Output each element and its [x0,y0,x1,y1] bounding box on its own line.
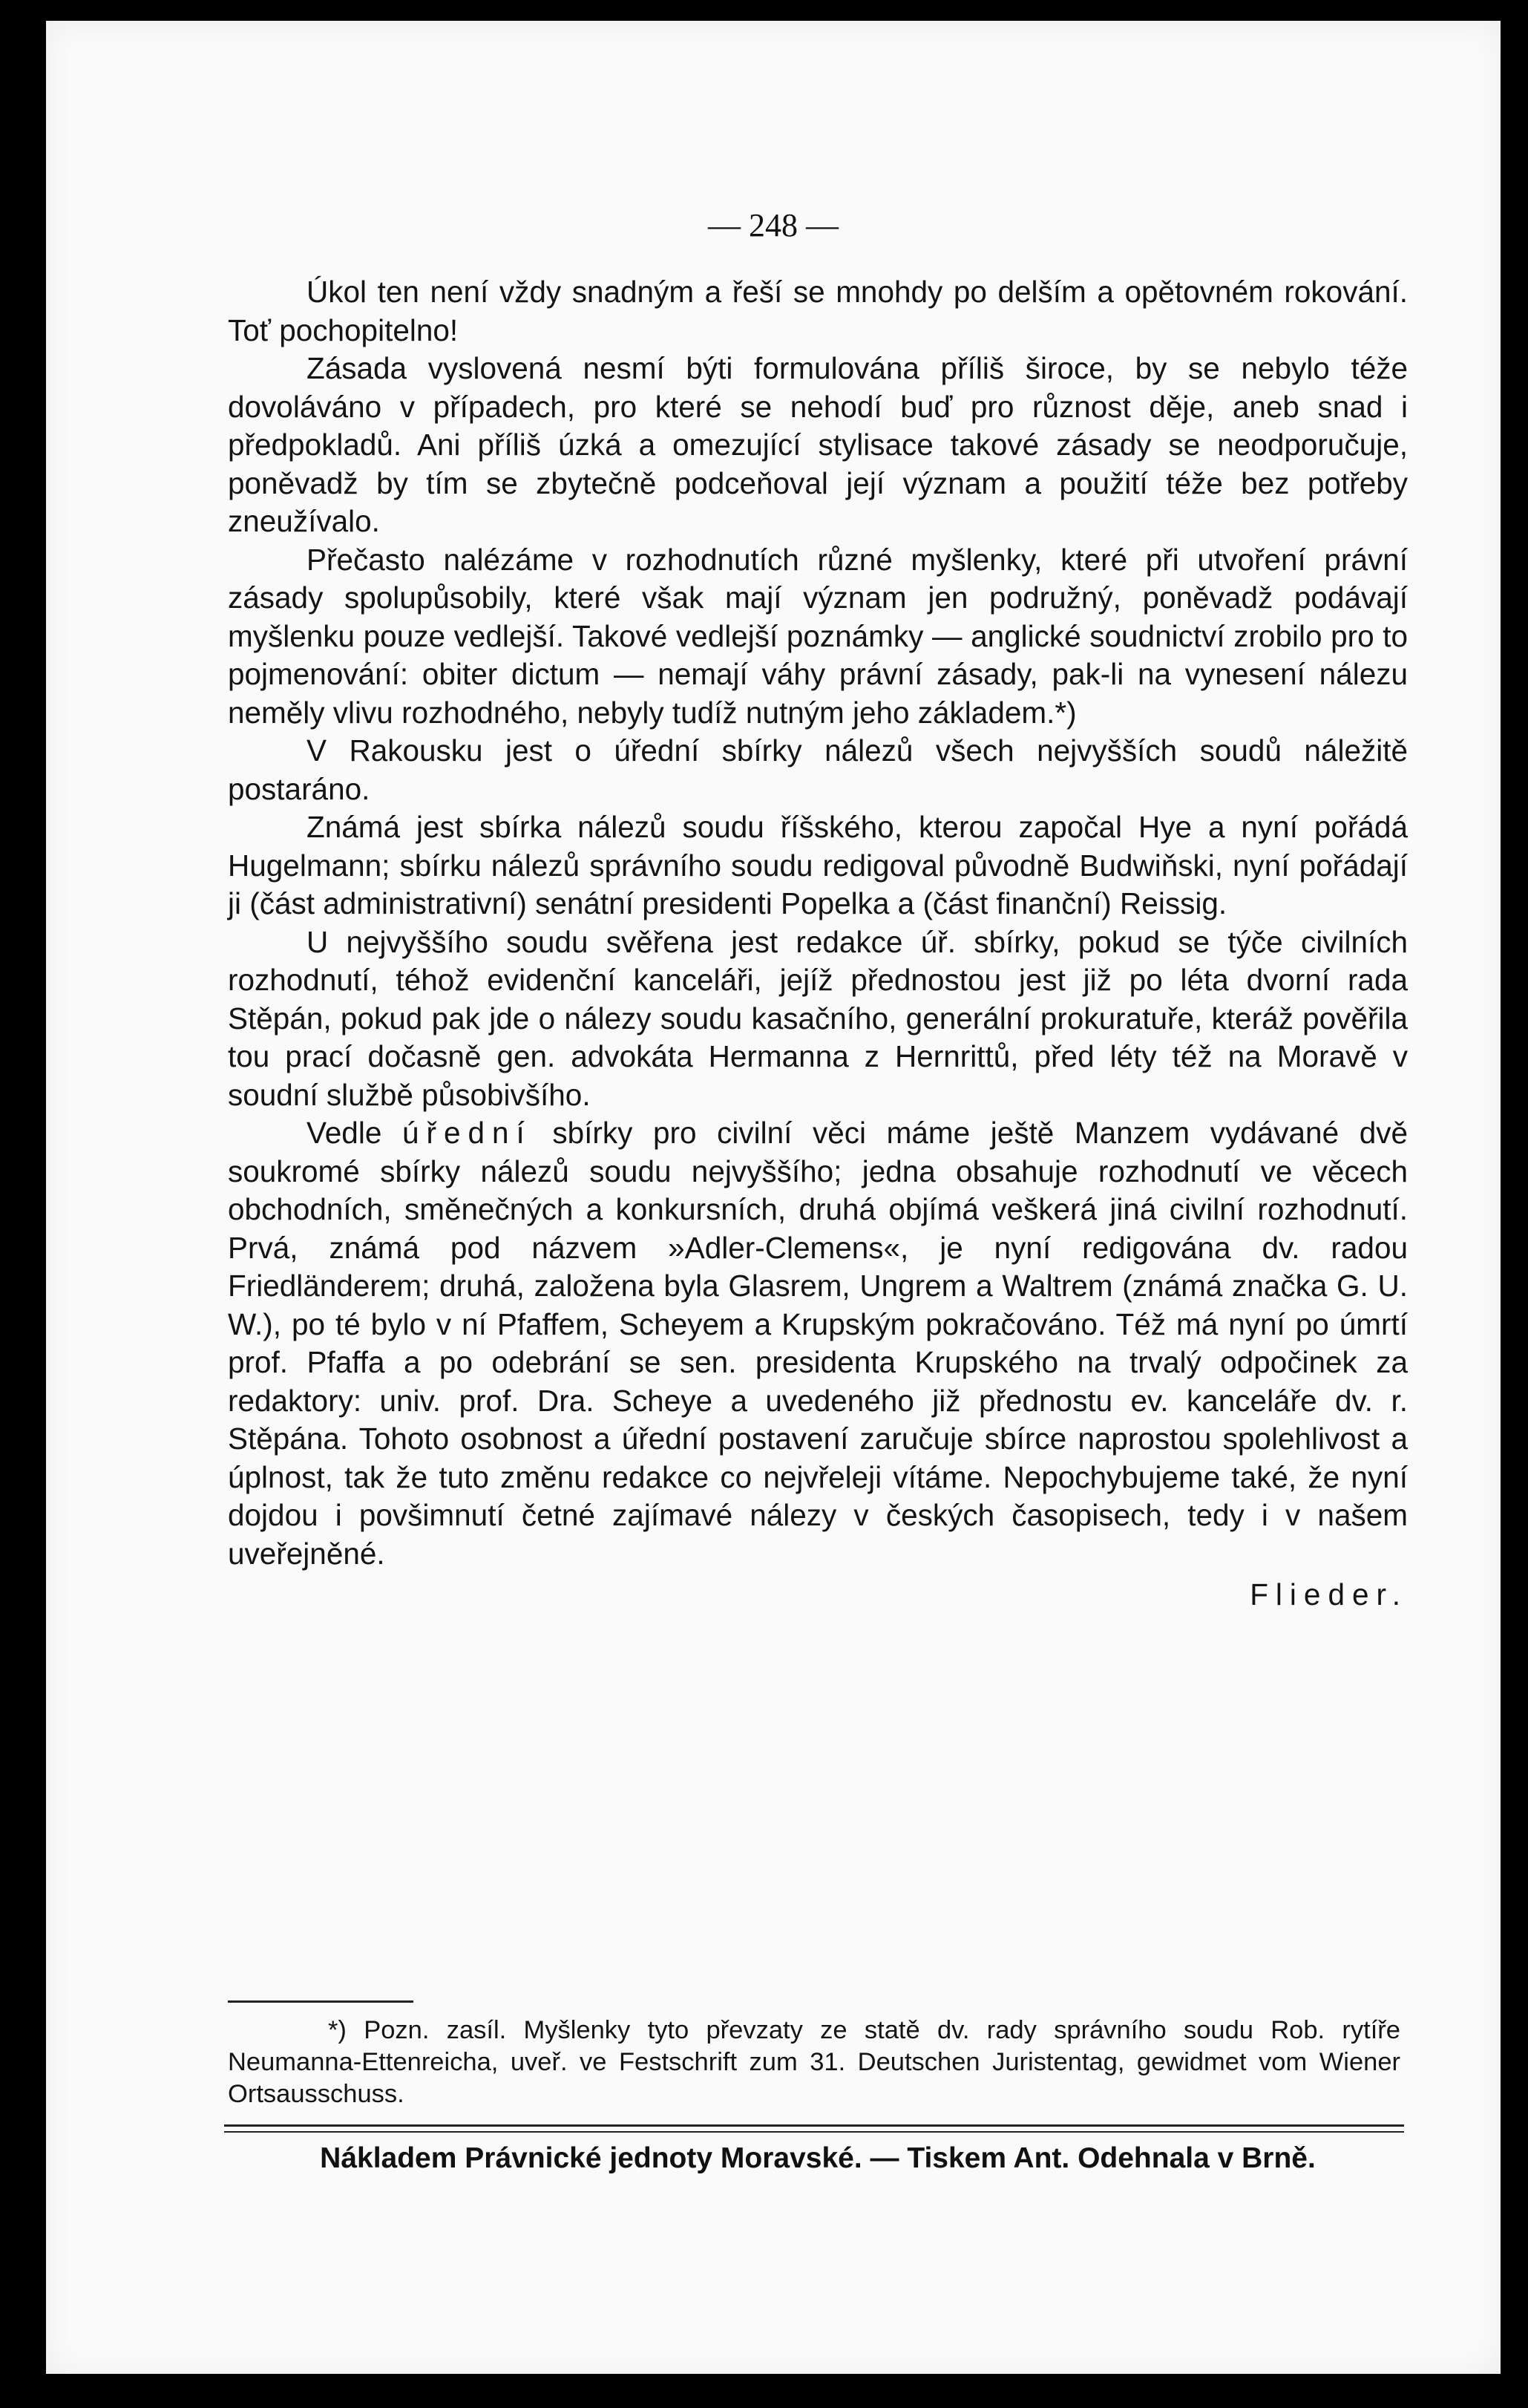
paragraph [228,1114,1408,1573]
paragraph: U nejvyššího soudu svěřena jest redakce úř. sbírky, pokud se týče civilních rozhodnutí, téhož evidenční kanceláři, jejíž přednostou jest již po léta dvorní rada Stěpán, pokud pak jde o nálezy soudu kasačního, generální prokuratuře, kteráž pověřila tou prací dočasně gen. advokáta Hermanna z Hernrittů, před léty též na Moravě v soudní službě působivšího. [228,924,1408,1112]
paragraph: Známá jest sbírka nálezů soudu říšského, kterou započal Hye a nyní pořádá Hugelmann; sbírku nálezů správního soudu redigoval původně Budwiňski, nyní pořádají ji (část administrativní) senátní presidenti Popelka a (část finanční) Reissig. [228,810,1408,920]
paragraph: Přečasto nalézáme v rozhodnutích různé myšlenky, které při utvoření právní zásady spolupůsobily, které však mají význam jen podružný, poněvadž podávají myšlenku pouze vedlejší. Takové vedlejší poznámky — anglické soudnictví zrobilo pro to pojmenování: obiter dictum — nemají váhy právní zásady, pak-li na vynesení nálezu neměly vlivu rozhodného, nebyly tudíž nutným jeho základem.*) [228,542,1408,730]
paragraph: Úkol ten není vždy snadným a řeší se mnohdy po delším a opětovném rokování. Toť pochopitelno! [228,275,1408,347]
page [46,21,1501,2374]
imprint-rule-bottom [224,2131,1404,2133]
footnote-rule [228,2000,413,2003]
author-signature: Flieder. [1250,1577,1408,1612]
printer-imprint: Nákladem Právnické jednoty Moravské. — Tiskem Ant. Odehnala v Brně. [320,2142,1316,2174]
footnote [228,2015,1400,2110]
body-text [228,273,1408,1614]
paragraph: Zásada vyslovená nesmí býti formulována příliš široce, by se nebylo téže dovoláváno v případech, pro které se nehodí buď pro různost děje, aneb snad i předpokladů. Ani příliš úzká a omezující stylisace takové zásady se neodporučuje, poněvadž by tím se zbytečně podceňoval její význam a použití téže bez potřeby zneužívalo. [228,351,1408,538]
imprint-rule-top [224,2124,1404,2127]
paragraph-text: Vedle [306,1116,402,1150]
paragraph: V Rakousku jest o úřední sbírky nálezů všech nejvyšších soudů náležitě postaráno. [228,733,1408,806]
footnote-text: *) Pozn. zasíl. Myšlenky tyto převzaty ze statě dv. rady správního soudu Rob. rytíře Neumanna-Ettenreicha, uveř. ve Festschrift zum 31. Deutschen Juristentag, gewidmet vom Wiener Ortsausschuss. [228,2016,1400,2108]
spaced-word: úřední [401,1116,532,1150]
paragraph-text: sbírky pro civilní věci máme ještě Manzem vydávané dvě soukromé sbírky nálezů soudu nejvyššího; jedna obsahuje rozhodnutí ve věcech obchodních, směnečných a konkursních, druhá objímá veškerá jiná civilní rozhodnutí. Prvá, známá pod názvem »Adler-Clemens«, je nyní redigována dv. radou Friedländerem; druhá, založena byla Glasrem, Ungrem a Waltrem (známá značka G. U. W.), po té bylo v ní Pfaffem, Scheyem a Krupským pokračováno. Též má nyní po úmrtí prof. Pfaffa a po odebrání se sen. presidenta Krupského na trvalý odpočinek za redaktory: univ. prof. Dra. Scheye a uvedeného již přednostu ev. kanceláře dv. r. Stěpána. Tohoto osobnost a úřední postavení zaručuje sbírce naprostou spolehlivost a úplnost, tak že tuto změnu redakce co nejvřeleji vítáme. Nepochybujeme také, že nyní dojdou i povšimnutí četné zajímavé nálezy v českých časopisech, tedy i v našem uveřejněné. [228,1116,1408,1571]
page-number: — 248 — [708,207,839,243]
